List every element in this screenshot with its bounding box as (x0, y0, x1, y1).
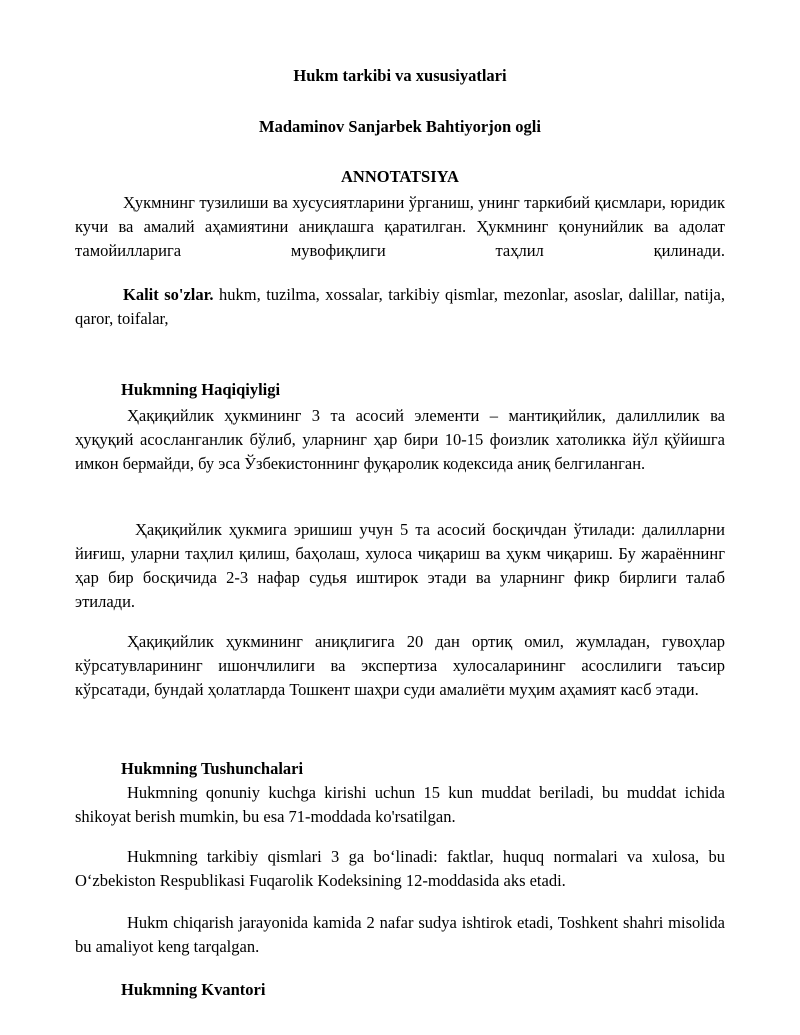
body-paragraph: Ҳақиқийлик ҳукмининг 3 та асосий элементи – мантиқийлик, далиллилик ва ҳуқуқий асосланганлик бўлиб, уларнинг ҳар бири 10-15 фоизлик хатоликка йўл қўйишга имкон бермайди, бу эса Ўзбекистоннинг фуқаролик кодексида аниқ белгиланган. (75, 406, 725, 473)
body-paragraph: Hukm chiqarish jarayonida kamida 2 nafar sudya ishtirok etadi, Toshkent shahri misolida bu amaliyot keng tarqalgan. (75, 913, 725, 956)
body-paragraph: Hukmning qonuniy kuchga kirishi uchun 15 kun muddat beriladi, bu muddat ichida shikoyat berish mumkin, bu esa 71-moddada ko'rsatilgan. (75, 783, 725, 826)
section-heading: Hukmning Kvantori (121, 980, 266, 999)
body-paragraph: Ҳақиқийлик ҳукмининг аниқлигига 20 дан ортиқ омил, жумладан, гувоҳлар кўрсатувларининг ишончлилиги ва экспертиза хулосаларининг асослилиги таъсир кўрсатади, бундай ҳолатларда Тошкент шаҳри суди амалиёти муҳим аҳамият касб этади. (75, 632, 725, 699)
annotation-heading: ANNOTATSIYA (341, 167, 459, 186)
section-heading: Hukmning Haqiqiyligi (121, 380, 281, 399)
keywords-paragraph (75, 283, 725, 331)
body-paragraph: Hukmning tarkibiy qismlari 3 ga bo‘linadi: faktlar, huquq normalari va xulosa, bu O‘zbekiston Respublikasi Fuqarolik Kodeksining 12-moddasida aks etadi. (75, 847, 725, 890)
body-paragraph: Ҳақиқийлик ҳукмига эришиш учун 5 та асосий босқичдан ўтилади: далилларни йиғиш, уларни таҳлил қилиш, баҳолаш, хулоса чиқариш ва ҳукм чиқариш. Бу жараённинг ҳар бир босқичида 2-3 нафар судья иштирок этади ва уларнинг фикр бирлиги талаб этилади. (75, 520, 725, 611)
annotation-paragraph: Ҳукмнинг тузилиши ва хусусиятларини ўрганиш, унинг таркибий қисмлари, юридик кучи ва амалий аҳамиятини аниқлашга қаратилган. Ҳукмнинг қонунийлик ва адолат тамойилларига мувофиқлиги таҳлил қилинади. (75, 193, 725, 260)
author-name: Madaminov Sanjarbek Bahtiyorjon ogli (259, 117, 541, 136)
section-heading: Hukmning Tushunchalari (121, 759, 304, 778)
keywords-label: Kalit so'zlar. (123, 285, 214, 304)
document-title: Hukm tarkibi va xususiyatlari (293, 66, 507, 85)
keywords-text: hukm, tuzilma, xossalar, tarkibiy qismlar, mezonlar, asoslar, dalillar, natija, qaror, toifalar, (75, 285, 725, 328)
